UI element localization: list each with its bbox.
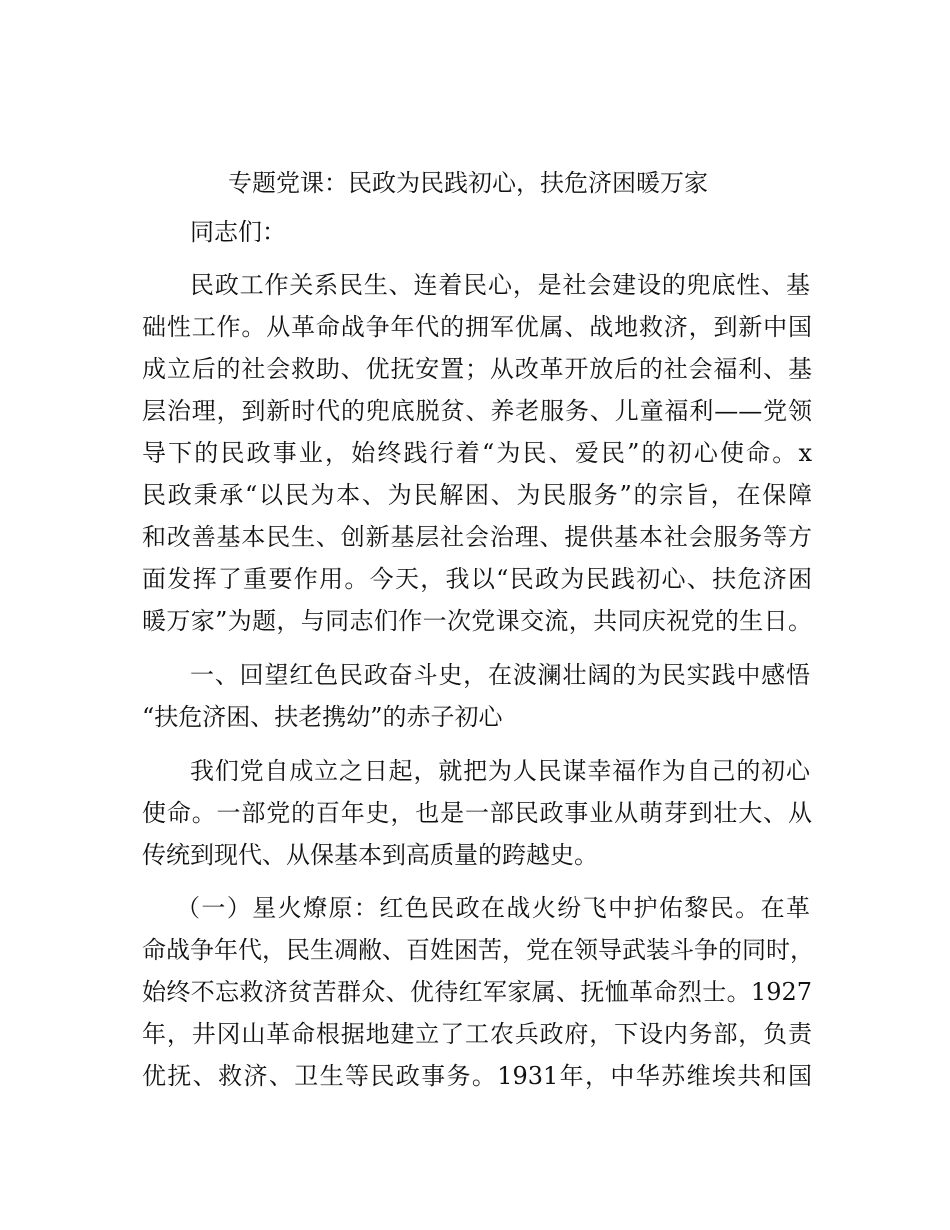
body-line: 优抚、救济、卫生等民政事务。1931年，中华苏维埃共和国 bbox=[142, 1062, 812, 1090]
body-line: 始终不忘救济贫苦群众、优待红军家属、抚恤革命烈士。1927 bbox=[142, 978, 812, 1006]
body-line: 础性工作。从革命战争年代的拥军优属、战地救济，到新中国 bbox=[142, 313, 812, 341]
body-line: 层治理，到新时代的兜底脱贫、养老服务、儿童福利——党领 bbox=[142, 397, 812, 425]
body-line: 命战争年代，民生凋敝、百姓困苦，党在领导武装斗争的同时， bbox=[142, 936, 814, 964]
body-line: 暖万家”为题，与同志们作一次党课交流，共同庆祝党的生日。 bbox=[142, 607, 812, 635]
section-heading: 一、回望红色民政奋斗史，在波澜壮阔的为民实践中感悟 bbox=[190, 661, 810, 689]
body-line: 年，井冈山革命根据地建立了工农兵政府，下设内务部，负责 bbox=[142, 1020, 812, 1048]
subsection-line: （一）星火燎原：红色民政在战火纷飞中护佑黎民。在革 bbox=[176, 894, 810, 922]
body-line: 我们党自成立之日起，就把为人民谋幸福作为自己的初心 bbox=[190, 757, 810, 785]
body-line: 成立后的社会救助、优抚安置；从改革开放后的社会福利、基 bbox=[142, 355, 812, 383]
body-line: 传统到现代、从保基本到高质量的跨越史。 bbox=[142, 841, 598, 869]
salutation: 同志们： bbox=[190, 218, 286, 246]
document-title: 专题党课：民政为民践初心，扶危济困暖万家 bbox=[228, 169, 708, 197]
section-heading-continuation: “扶危济困、扶老携幼”的赤子初心 bbox=[142, 703, 503, 731]
body-line: 面发挥了重要作用。今天，我以“民政为民践初心、扶危济困 bbox=[142, 565, 812, 593]
body-line: 民政秉承“以民为本、为民解困、为民服务”的宗旨，在保障 bbox=[142, 481, 812, 509]
body-line: 导下的民政事业，始终践行着“为民、爱民”的初心使命。x bbox=[142, 439, 812, 467]
body-line: 和改善基本民生、创新基层社会治理、提供基本社会服务等方 bbox=[142, 523, 812, 551]
body-line: 使命。一部党的百年史，也是一部民政事业从萌芽到壮大、从 bbox=[142, 799, 812, 827]
body-line: 民政工作关系民生、连着民心，是社会建设的兜底性、基 bbox=[190, 271, 810, 299]
